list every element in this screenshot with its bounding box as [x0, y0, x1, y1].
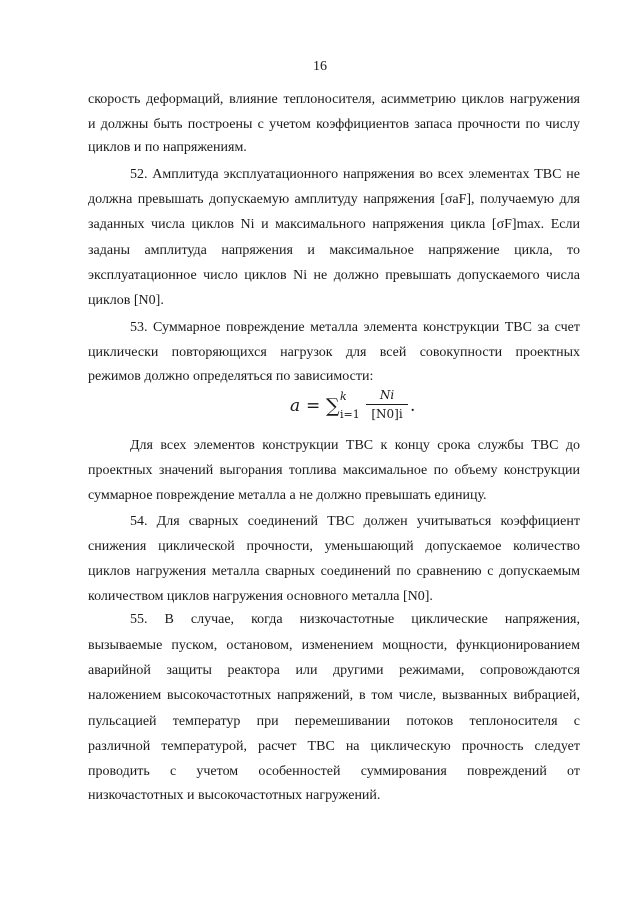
- text-line: и должны быть построены с учетом коэффициентов запаса прочности по числу: [88, 117, 580, 132]
- formula-end: .: [410, 396, 416, 416]
- sum-upper-limit: k: [340, 390, 347, 403]
- formula-fraction: [366, 388, 408, 421]
- paragraph-54-first-line: 54. Для сварных соединений ТВС должен учитываться коэффициент: [130, 514, 580, 529]
- text-line: проектных значений выгорания топлива максимальное по объему конструкции: [88, 463, 580, 478]
- text-line: должна превышать допускаемую амплитуду напряжения [σaF], получаемую для: [88, 192, 580, 207]
- text-line: скорость деформаций, влияние теплоносителя, асимметрию циклов нагружения: [88, 92, 580, 107]
- paragraph-53-first-line: 53. Суммарное повреждение металла элемента конструкции ТВС за счет: [130, 320, 580, 335]
- text-line: режимов должно определяться по зависимости:: [88, 369, 374, 384]
- formula-equals: =: [306, 396, 321, 416]
- fraction-denominator: [N0]i: [371, 407, 403, 421]
- paragraph-continuation-first-line: Для всех элементов конструкции ТВС к концу срока службы ТВС до: [130, 438, 580, 453]
- text-line: наложением высокочастотных напряжений, в том числе, вызванных вибрацией,: [88, 688, 580, 703]
- text-line: циклов и по напряжениям.: [88, 140, 247, 155]
- sum-symbol: ∑: [326, 395, 340, 417]
- paragraph-52-first-line: 52. Амплитуда эксплуатационного напряжения во всех элементах ТВС не: [130, 167, 580, 182]
- text-line: суммарное повреждение металла a не должно превышать единицу.: [88, 488, 487, 503]
- text-line: аварийной защиты реактора или другими режимами, сопровождаются: [88, 663, 580, 678]
- text-line: пульсацией температур при перемешивании потоков теплоносителя с: [88, 714, 580, 729]
- paragraph-55-first-line: 55. В случае, когда низкочастотные циклические напряжения,: [130, 612, 580, 627]
- text-line: циклов нагружения металла сварных соединений по сравнению с допускаемым: [88, 564, 580, 579]
- text-line: эксплуатационное число циклов Ni не должно превышать допускаемого числа: [88, 268, 580, 283]
- formula-lhs: a: [290, 396, 301, 416]
- text-line: проводить с учетом особенностей суммирования повреждений от: [88, 764, 580, 779]
- damage-sum-formula: [0, 386, 640, 432]
- text-line: различной температурой, расчет ТВС на циклическую прочность следует: [88, 739, 580, 754]
- sum-lower-limit: i=1: [340, 408, 360, 421]
- text-line: снижения циклической прочности, уменьшающий допускаемое количество: [88, 539, 580, 554]
- text-line: заданы амплитуда напряжения и максимальное напряжение цикла, то: [88, 243, 580, 258]
- text-line: количеством циклов нагружения основного металла [N0].: [88, 589, 433, 604]
- page-number: 16: [313, 59, 327, 74]
- text-line: циклически повторяющихся нагрузок для всей совокупности проектных: [88, 345, 580, 360]
- text-line: заданных числа циклов Ni и максимального напряжения цикла [σF]max. Если: [88, 217, 580, 232]
- text-line: циклов [N0].: [88, 293, 164, 308]
- text-line: вызываемые пуском, остановом, изменением мощности, функционированием: [88, 638, 580, 653]
- fraction-bar: [366, 404, 408, 405]
- text-line: низкочастотных и высокочастотных нагружений.: [88, 788, 381, 803]
- fraction-numerator: Ni: [379, 388, 395, 402]
